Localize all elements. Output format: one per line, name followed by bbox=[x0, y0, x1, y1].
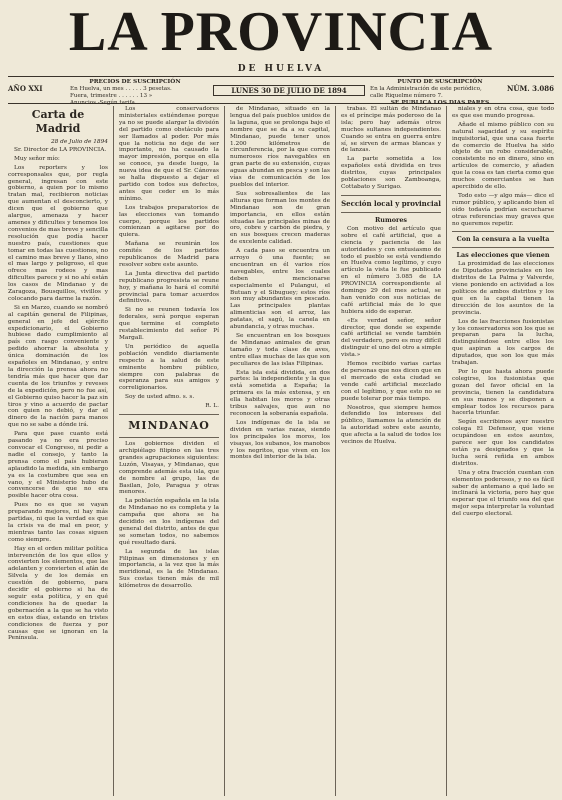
subscription-point bbox=[370, 79, 510, 107]
subscription-prices bbox=[70, 79, 200, 107]
paragraph: La Junta directiva del partido republicano progresista se reune hoy, y mañana lo hará el comité provincial para tomar acuerdos definitivos. bbox=[119, 270, 219, 305]
paragraph: Se encuentran en los bosques de Mindanao animales de gran tamaño y toda clase de aves, entre ellas muchas de las que son peculiares de las islas Filipinas. bbox=[230, 333, 330, 367]
price-line: Fuera, trimestre . . . . . . 13 » bbox=[70, 93, 153, 99]
paragraph: Añade el mismo público con su natural sagacidad y su espíritu inquisitorial, que una casa fuerte de comercio de Huelva ha sido objeto de un robo considerable, consistente no en dinero, sino en artículos de comercio, y añaden que la cosa es tan cierta como que muchos comerciantes se han apercibido de ello. bbox=[452, 121, 554, 190]
paragraph: Por lo que hasta ahora puede colegirse, los fusionistas que gozan del favor oficial en la provincia, tienen la candidatura en sus manos y se disponen a emplear todos los recursos para hacerla triunfar. bbox=[452, 369, 554, 417]
subscription-point-line: En la Administración de este periódico, bbox=[370, 86, 482, 92]
paragraph: Los reporters y los corresponsales que, por regla general, ingresan con este gobierno, a quien por lo mismo tratan mal, recibieron noticias que aumentan el desconcierto, y dicen que el gobierno que alargue, amenaza y hacer amenes y dificultes y tenemos los convenios de mas breve y sencilla resolución que podía hacer nuestro país, cuestiones que tomar en todas las cuestiones, no el camino mas breve y llano, sino el mas largo y peligroso, el que ofrece mas rodeos y mas dificultes parece y si no ahí están los casos de Mindanao y de Zaragoza, Bousquillos, vivillos y colocando para darme la razón. bbox=[8, 164, 108, 302]
price-line: Anuncios.-Según tarifa. bbox=[70, 100, 137, 106]
paragraph: Para que pase cuanto está pasando ya no era preciso convocar el Congreso, ni pedir a nadie el consejo, y tanto la prensa como el país hubieran aplaudido la medida, sin embargo ya es la costumbre que sea en vano, y el Ministerio hubo de convencerse de que no era posible hacer otra cosa. bbox=[8, 431, 108, 500]
article-heading: Las elecciones que vienen bbox=[456, 251, 550, 260]
column-3 bbox=[230, 106, 330, 796]
paragraph: niales y en otra cosa, que todo es que ese mundo progresa. bbox=[452, 106, 554, 119]
paragraph: Esta isla está dividida, en dos partes: la independiente y la que está sometida a España; la primera es la más extensa, y en ella habitan los moros y otras tribus salvajes, que aun no reconocen la soberanía española. bbox=[230, 369, 330, 417]
paragraph: «Es verdad señor, señor director, que donde se expende café artificial se vende también del verdadero, pero es muy difícil distinguir el uno del otro a simple vista.» bbox=[341, 317, 441, 359]
paragraph: Sus sobresalientes de las alturas que forman los montes de Mindanao son de gran importancia, en ellos están situadas las principales minas de oro, cobre y carbón de piedra, y en sus bosques crecen maderas de excelente calidad. bbox=[230, 190, 330, 246]
caption: Con la censura a la vuelta bbox=[456, 235, 550, 244]
column-4 bbox=[341, 106, 441, 796]
year-label: AÑO XXI bbox=[8, 84, 43, 93]
paragraph: La proximidad de las elecciones de Diputados provinciales en los distritos de La Palma y Valverde, viene poniendo en actividad a los políticos de ambos distritos y los que en la capital tienen la dirección de los asuntos de la provincia. bbox=[452, 261, 554, 316]
page-body bbox=[8, 106, 554, 796]
newspaper-title: LA PROVINCIA bbox=[68, 1, 494, 63]
paragraph: Los trabajos preparatorios de las elecciones van tomando cuerpo, porque los partidos comienzan a agitarse por do quiera. bbox=[119, 204, 219, 239]
paragraph: Pues no es que se vayan preparando mejores, ni hay más partidas, ni que la verdad es que la crisis va de mal en peor, y mientras tanto las cosas siguen como siempre. bbox=[8, 502, 108, 543]
divider bbox=[119, 437, 219, 438]
paragraph: Un periódico de aquella población vendido diariamente respecto a la salud de este eminente hombre público, siempre con palabras de esperanza para sus amigos y correligionarios. bbox=[119, 343, 219, 392]
paragraph: La población española en la isla de Mindanao no es completa y la campaña que ahora se ha decidido en los indígenas del general del distrito, antes de que se sometan todos, no sabemos qué resultado dará. bbox=[119, 498, 219, 546]
paragraph: Los gobiernos dividen el archipiélago filipino en las tres grandes agrupaciones siguientes: Luzón, Visayas, y Mindanao, que comprende además esta isla, que de nombre al grupo, las de Basilan, Jolo, Paragua y otras menores. bbox=[119, 441, 219, 496]
column-1 bbox=[8, 106, 108, 796]
paragraph: A cada paso se encuentra un arroyo ó una fuente; se encuentran en él varios ríos navegables, entre los cuales deben mencionarse especialmente el Pulangui, el Butuan y el Sibuguey; estos ríos son muy abundantes en pescado. Las principales plantas alimenticias son el arroz, las patatas, el sagú, la canela en abundancia, y otras muchas. bbox=[230, 248, 330, 331]
paragraph: Los conservadores ministeriales estiéndense porque ya no se puede alargar la división del partido como obstáculo para ser llamados al poder. Por más que la noticia no deje de ser importante, no ha causado la mayor impresión, porque en ella se conoce, ya desde luego, la nueva idea de que el Sr. Cánovas se halla dispuesto a dejar el partido con todos sus defectos, antes que ceder en lo más mínimo. bbox=[119, 106, 219, 202]
paragraph: Con motivo del artículo que sobre el café artificial, que a ciencia y paciencia de las autoridades y con entusiasmo de todo el pueblo se está vendiendo en Huelva como legítimo, y cuyo artículo la vista le fue publicado en el número 3.085 de LA PROVINCIA correspondiente al domingo 29 del mes actual, se han venido con sus noticias de café artificial más de lo que hubiera sido de esperar. bbox=[341, 225, 441, 315]
paragraph: Si no se reunen todavía los federales, será porque esperan que termine el completo restablecimiento del señor Pí Margall. bbox=[119, 307, 219, 341]
divider bbox=[119, 414, 219, 415]
paragraph: La parte sometida a los españoles está dividida en tres distritos, cuyas principales poblaciones son Zamboanga, Cottabato y Surigao. bbox=[341, 156, 441, 190]
paragraph: Nosotros, que siempre hemos defendido los intereses del público, llamamos la atención de la autoridad sobre este asunto, que afecta a la salud de todos los vecinos de Huelva. bbox=[341, 404, 441, 446]
paragraph: Mañana se reunirán los comités de los partidos republicanos de Madrid para resolver sobre este asunto. bbox=[119, 241, 219, 268]
price-line: En Huelva, un mes . . . . . 3 pesetas. bbox=[70, 86, 172, 92]
paragraph: Hay en el orden militar política intervención de los que ellos y convierten los elementos, que las adelanten y convierten el afán de Silvela y de los demás en cuestión de gobierno, para decidir el gobierno si ha de seguir esta política, y en qué condiciones ha de quedar la gobernación a la que se ha visto en estos días, estando en tristes condiciones de fuerza y por causas que se ignoran en la Península. bbox=[8, 545, 108, 642]
info-bar bbox=[8, 76, 554, 104]
issue-number: NÚM. 3.086 bbox=[506, 84, 554, 93]
paragraph: trabas. El sultán de Mindanao es el príncipe más poderoso de la isla; pero hay además otros muchos sultanes independientes. Cuando se entra en guerra entre sí, se sirven de armas blancas y de lanzas. bbox=[341, 106, 441, 154]
paragraph: Si en Marzo, cuando se nombró al capitán general de Filipinas, general en jefe del ejército expedicionario, el Gobierno hubiese dado cumplimiento al país con rasgo conveniente y pedido ahorrar la absoluta y única dominación de los españoles en Mindanao, y entre la dirección la prensa ahora no tendría más que hacer que dar cuenta de los triunfos y reveses de la expedición, pero no fue así, el Gobierno quiso hacer la paz sin tiros y vino a acuerdo de pactar con quien no debió, y dar el dinero de la nación para manos que no se sabe a dónde irá. bbox=[8, 304, 108, 429]
paragraph: Soy de usted afmo. s. s. bbox=[125, 394, 195, 401]
paragraph: de Mindanao, situado en la lengua del país pueblos unidos de la laguna, que se prolonga bajo el nombre que se da a su capital, Mindanao, puede tener unos 1.200 kilómetros de circunferencia, por la que corren numerosos ríos navegables en gran parte de su extensión, cuyas aguas abundan en pesca y son las vías de comunicación de los pueblos del interior. bbox=[230, 106, 330, 188]
divider bbox=[341, 212, 441, 213]
paragraph: Los de las fracciones fusionistas y los conservadores son los que se preparan para la lucha, distinguiéndose entre ellos los que aspiran a los cargos de diputados, que son los que más trabajan. bbox=[452, 318, 554, 367]
paragraph: Hemos recibido varias cartas de personas que nos dicen que en el mercado de esta ciudad se vende café artificial mezclado con el legítimo, y que esto no se puede tolerar por más tiempo. bbox=[341, 361, 441, 402]
paragraph: La segunda de las islas Filipinas en dimensiones y en importancia, a la vez que la más meridional, es la de Mindanao. Sus costas tienen más de mil kilómetros de desarrollo. bbox=[119, 548, 219, 590]
newspaper-subtitle: DE HUELVA bbox=[237, 64, 325, 74]
salutation: Muy señor mío: bbox=[14, 155, 60, 162]
publication-days: SE PUBLICA LOS DIAS PARES bbox=[390, 100, 490, 106]
subscription-point-line: calle Riquelme número 7. bbox=[370, 93, 443, 99]
column-2 bbox=[119, 106, 219, 796]
paragraph: Según escribimos ayer nuestro colega El Defensor, que viene ocupándose en estos asuntos, parece ser que los candidatos están ya designados y que la lucha será reñida en ambos distritos. bbox=[452, 419, 554, 467]
article-heading: Carta de Madrid bbox=[31, 108, 85, 135]
column-rule bbox=[446, 106, 447, 796]
subscription-prices-heading: PRECIOS DE SUSCRIPCIÓN bbox=[89, 79, 181, 85]
column-rule bbox=[224, 106, 225, 796]
paragraph: Todo esto —y algo más— dice el rumor público, y aplicando bien el oído todavía podrían escucharse otras referencias muy graves que no queremos repetir. bbox=[452, 192, 554, 227]
paragraph: Una y otra fracción cuentan con elementos poderosos, y no es fácil saber de antemano a qué lado se inclinará la victoria, pero hay que esperar que el triunfo sea del que mejor sepa interpretar la voluntad del cuerpo electoral. bbox=[452, 469, 554, 518]
subscription-point-heading: PUNTO DE SUSCRIPCIÓN bbox=[397, 79, 483, 85]
article-heading: Rumores bbox=[374, 215, 407, 224]
issue-date: LUNES 30 DE JULIO DE 1894 bbox=[213, 85, 365, 96]
article-dateline: 28 de Julio de 1894 bbox=[50, 139, 108, 145]
divider bbox=[452, 231, 554, 232]
divider bbox=[452, 247, 554, 248]
article-heading: MINDANAO bbox=[128, 419, 210, 433]
salutation: Sr. Director de LA PROVINCIA. bbox=[14, 146, 107, 153]
paragraph: Los indígenas de la isla se dividen en varias razas, siendo los principales los moros, los visayas, los subanos, los manobos y los negritos, que viven en los montes del interior de la isla. bbox=[230, 419, 330, 461]
section-heading: Sección local y provincial bbox=[341, 198, 441, 208]
divider bbox=[341, 195, 441, 196]
column-rule bbox=[335, 106, 336, 796]
signature: R. L. bbox=[205, 403, 219, 410]
column-5 bbox=[452, 106, 554, 796]
masthead bbox=[0, 0, 562, 106]
column-rule bbox=[113, 106, 114, 796]
